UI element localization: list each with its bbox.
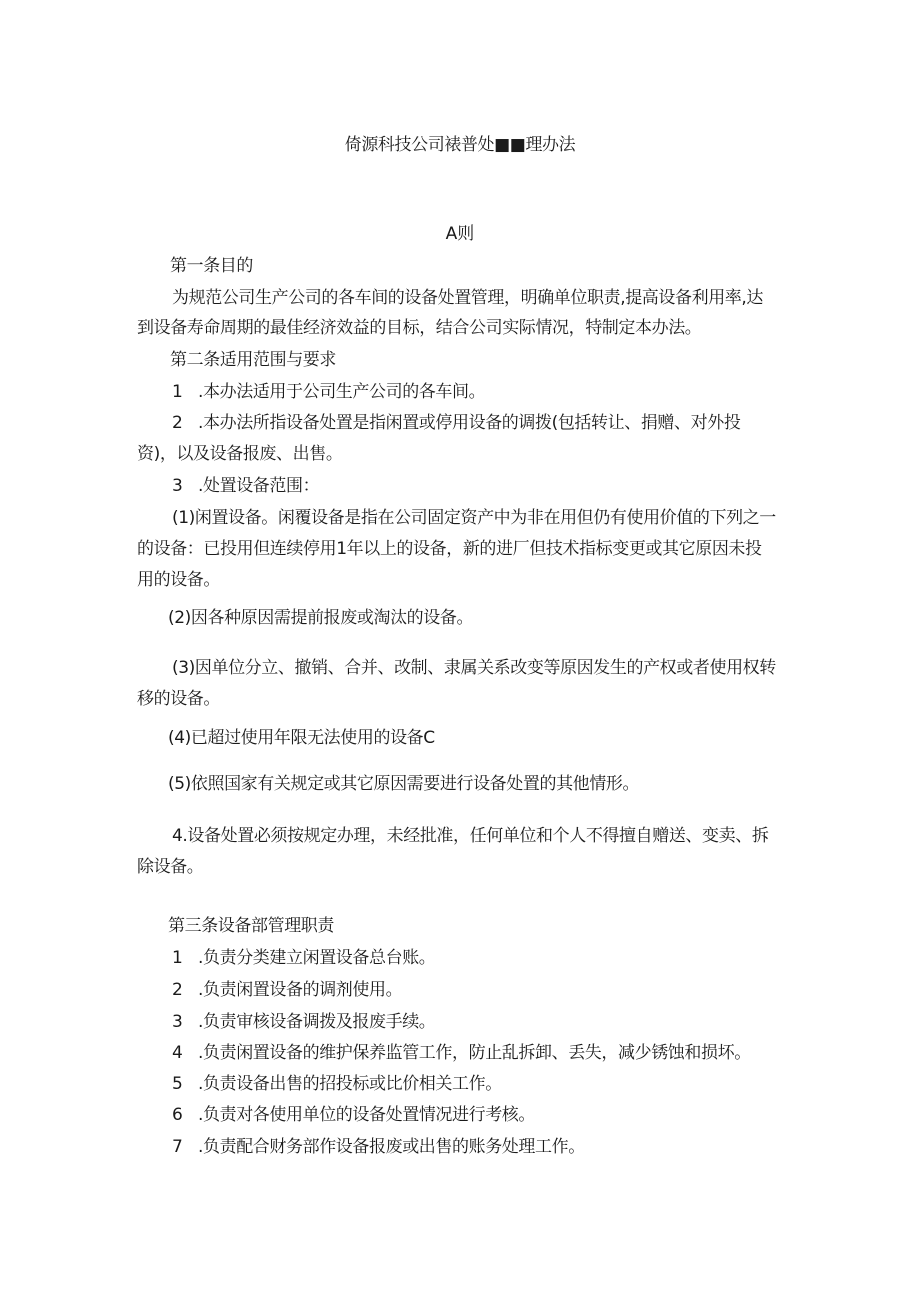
article3-item2 (172, 982, 402, 999)
item-number: 1 (172, 382, 183, 402)
article1-text-line2: 到设备寿命周期的最佳经济效益的目标，结合公司实际情况，特制定本办法。 (137, 318, 702, 338)
item-number: 2 (172, 980, 183, 1000)
item-number: 2 (172, 413, 183, 433)
chapter-heading: A则 (445, 224, 475, 244)
article2-heading: 第二条适用范围与要求 (170, 350, 336, 370)
sub2: (2)因各种原因需提前报废或淘汰的设备。 (168, 608, 474, 628)
article2-item4-line2: 除设备。 (137, 857, 204, 877)
sub1-line1: (1)闲置设备。闲覆设备是指在公司固定资产中为非在用但仍有使用价值的下列之一 (172, 508, 776, 528)
article2-item4-line1: 4.设备处置必须按规定办理，未经批准，任何单位和个人不得擅自赠送、变卖、拆 (172, 826, 769, 846)
sub4: (4)已超过使用年限无法使用的设备C (168, 728, 435, 748)
article2-item2 (172, 415, 740, 432)
article1-text-line1: 为规范公司生产公司的各车间的设备处置管理，明确单位职责,提高设备利用率,达 (172, 288, 764, 308)
item-number: 6 (172, 1105, 183, 1125)
item-number: 3 (172, 1012, 183, 1032)
item-text: .负责审核设备调拨及报废手续。 (198, 1012, 436, 1032)
item-text: .负责配合财务部作设备报废或出售的账务处理工作。 (198, 1137, 585, 1157)
article3-item1 (172, 950, 435, 967)
item-text: .负责设备出售的招投标或比价相关工作。 (198, 1074, 502, 1094)
article2-item1 (172, 384, 485, 401)
item-text: .处置设备范围： (198, 476, 320, 496)
article3-item6 (172, 1107, 535, 1124)
document-title: 倚源科技公司裱普处■■理办法 (344, 135, 576, 155)
item-text: .负责分类建立闲置设备总台账。 (198, 948, 436, 968)
item-number: 7 (172, 1137, 183, 1157)
sub3-line2: 移的设备。 (137, 689, 220, 709)
item-number: 3 (172, 476, 183, 496)
article3-heading: 第三条设备部管理职责 (168, 916, 334, 936)
item-text: .本办法适用于公司生产公司的各车间。 (198, 382, 486, 402)
sub1-line3: 用的设备。 (137, 570, 220, 590)
item-text: .本办法所指设备处置是指闲置或停用设备的调拨(包括转让、捐赠、对外投 (198, 413, 741, 433)
item-text: .负责闲置设备的维护保养监管工作，防止乱拆卸、丢失，减少锈蚀和损坏。 (198, 1043, 751, 1063)
sub1-line2: 的设备：已投用但连续停用1年以上的设备，新的进厂但技术指标变更或其它原因未投 (137, 539, 762, 559)
item-text: .负责闲置设备的调剂使用。 (198, 980, 403, 1000)
article3-item5 (172, 1076, 502, 1093)
article3-item7 (172, 1139, 585, 1156)
article2-item3 (172, 478, 319, 495)
item-number: 5 (172, 1074, 183, 1094)
item-number: 4 (172, 1043, 183, 1063)
sub5: (5)依照国家有关规定或其它原因需要进行设备处置的其他情形。 (168, 774, 640, 794)
article1-heading: 第一条目的 (170, 256, 253, 276)
article3-item4 (172, 1045, 751, 1062)
item-text: .负责对各使用单位的设备处置情况进行考核。 (198, 1105, 536, 1125)
item-number: 1 (172, 948, 183, 968)
sub3-line1: (3)因单位分立、撤销、合并、改制、隶属关系改变等原因发生的产权或者使用权转 (172, 658, 776, 678)
article2-item2-line2: 资)，以及设备报废、出售。 (137, 444, 343, 464)
article3-item3 (172, 1014, 435, 1031)
